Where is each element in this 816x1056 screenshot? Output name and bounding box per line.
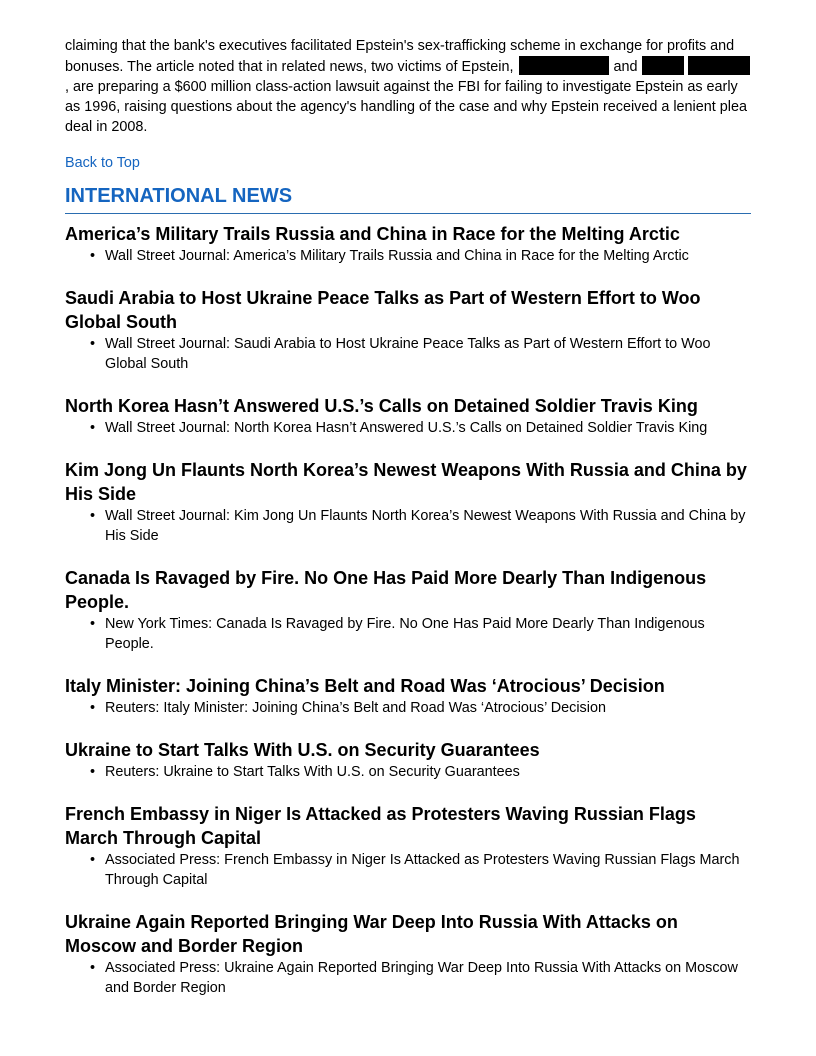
intro-text-part3: , are preparing a $600 million class-action lawsuit against the FBI for failing to investigate Epstein as early as 1996, raising questions about the agency's handling of the case and why Epstein received a lenient plea deal in 2008. (65, 79, 747, 135)
article (65, 286, 751, 374)
bullet-icon: • (90, 960, 96, 976)
article-link[interactable]: Wall Street Journal: Kim Jong Un Flaunts North Korea’s Newest Weapons With Russia and China by His Side (105, 508, 746, 544)
article-link-item (90, 850, 751, 890)
article-link-item (90, 418, 751, 438)
bullet-icon: • (90, 852, 96, 868)
redacted-name-3 (688, 56, 750, 75)
newsletter-page (65, 36, 751, 998)
article-link[interactable]: Associated Press: Ukraine Again Reported Bringing War Deep Into Russia With Attacks on Moscow and Border Region (105, 960, 738, 996)
article (65, 566, 751, 654)
article-title: Italy Minister: Joining China’s Belt and Road Was ‘Atrocious’ Decision (65, 676, 665, 696)
article-title: North Korea Hasn’t Answered U.S.’s Calls on Detained Soldier Travis King (65, 396, 698, 416)
article-link-list (65, 418, 751, 438)
article-link-list (65, 614, 751, 654)
article-link[interactable]: Associated Press: French Embassy in Niger Is Attacked as Protesters Waving Russian Flags March Through Capital (105, 852, 740, 888)
intro-text-part1: claiming that the bank's executives facilitated Epstein's sex-trafficking scheme in exchange for profits and bonuses. The article noted that in related news, two victims of Epstein, (65, 38, 735, 75)
article (65, 222, 751, 266)
article-link-item (90, 614, 751, 654)
article (65, 802, 751, 890)
article-link-list (65, 762, 751, 782)
bullet-icon: • (90, 616, 96, 632)
article-title: Ukraine Again Reported Bringing War Deep Into Russia With Attacks on Moscow and Border Region (65, 912, 678, 956)
bullet-icon: • (90, 248, 96, 264)
article-link-item (90, 334, 751, 374)
article-link[interactable]: Wall Street Journal: Saudi Arabia to Host Ukraine Peace Talks as Part of Western Effort to Woo Global South (105, 336, 711, 372)
article-title: Saudi Arabia to Host Ukraine Peace Talks as Part of Western Effort to Woo Global South (65, 288, 701, 332)
article-link-item (90, 698, 751, 718)
bullet-icon: • (90, 420, 96, 436)
article-link-item (90, 506, 751, 546)
article-title: Canada Is Ravaged by Fire. No One Has Paid More Dearly Than Indigenous People. (65, 568, 707, 612)
bullet-icon: • (90, 336, 96, 352)
article-link[interactable]: New York Times: Canada Is Ravaged by Fire. No One Has Paid More Dearly Than Indigenous People. (105, 616, 705, 652)
article-title: French Embassy in Niger Is Attacked as Protesters Waving Russian Flags March Through Capital (65, 804, 696, 848)
back-to-top-link[interactable]: Back to Top (65, 155, 140, 171)
article (65, 458, 751, 546)
article-list (65, 222, 751, 998)
bullet-icon: • (90, 764, 96, 780)
article-link[interactable]: Wall Street Journal: America’s Military Trails Russia and China in Race for the Melting Arctic (105, 248, 689, 264)
article (65, 674, 751, 718)
redacted-name-2 (642, 56, 684, 75)
article-link-list (65, 246, 751, 266)
article-title: Kim Jong Un Flaunts North Korea’s Newest Weapons With Russia and China by His Side (65, 460, 747, 504)
article (65, 738, 751, 782)
article-link[interactable]: Wall Street Journal: North Korea Hasn’t Answered U.S.’s Calls on Detained Soldier Travis King (105, 420, 708, 436)
article-link[interactable]: Reuters: Ukraine to Start Talks With U.S. on Security Guarantees (105, 764, 520, 780)
article-title: America’s Military Trails Russia and China in Race for the Melting Arctic (65, 224, 680, 244)
article-link-item (90, 958, 751, 998)
article (65, 910, 751, 998)
article-link[interactable]: Reuters: Italy Minister: Joining China’s Belt and Road Was ‘Atrocious’ Decision (105, 700, 606, 716)
bullet-icon: • (90, 700, 96, 716)
bullet-icon: • (90, 508, 96, 524)
redacted-name-1 (519, 56, 609, 75)
article (65, 394, 751, 438)
intro-text-part2: and (613, 59, 638, 75)
article-link-list (65, 334, 751, 374)
intro-paragraph (65, 36, 751, 137)
article-link-list (65, 850, 751, 890)
article-title: Ukraine to Start Talks With U.S. on Security Guarantees (65, 740, 540, 760)
article-link-list (65, 506, 751, 546)
section-title: INTERNATIONAL NEWS (65, 183, 751, 214)
article-link-list (65, 958, 751, 998)
article-link-list (65, 698, 751, 718)
article-link-item (90, 246, 751, 266)
article-link-item (90, 762, 751, 782)
